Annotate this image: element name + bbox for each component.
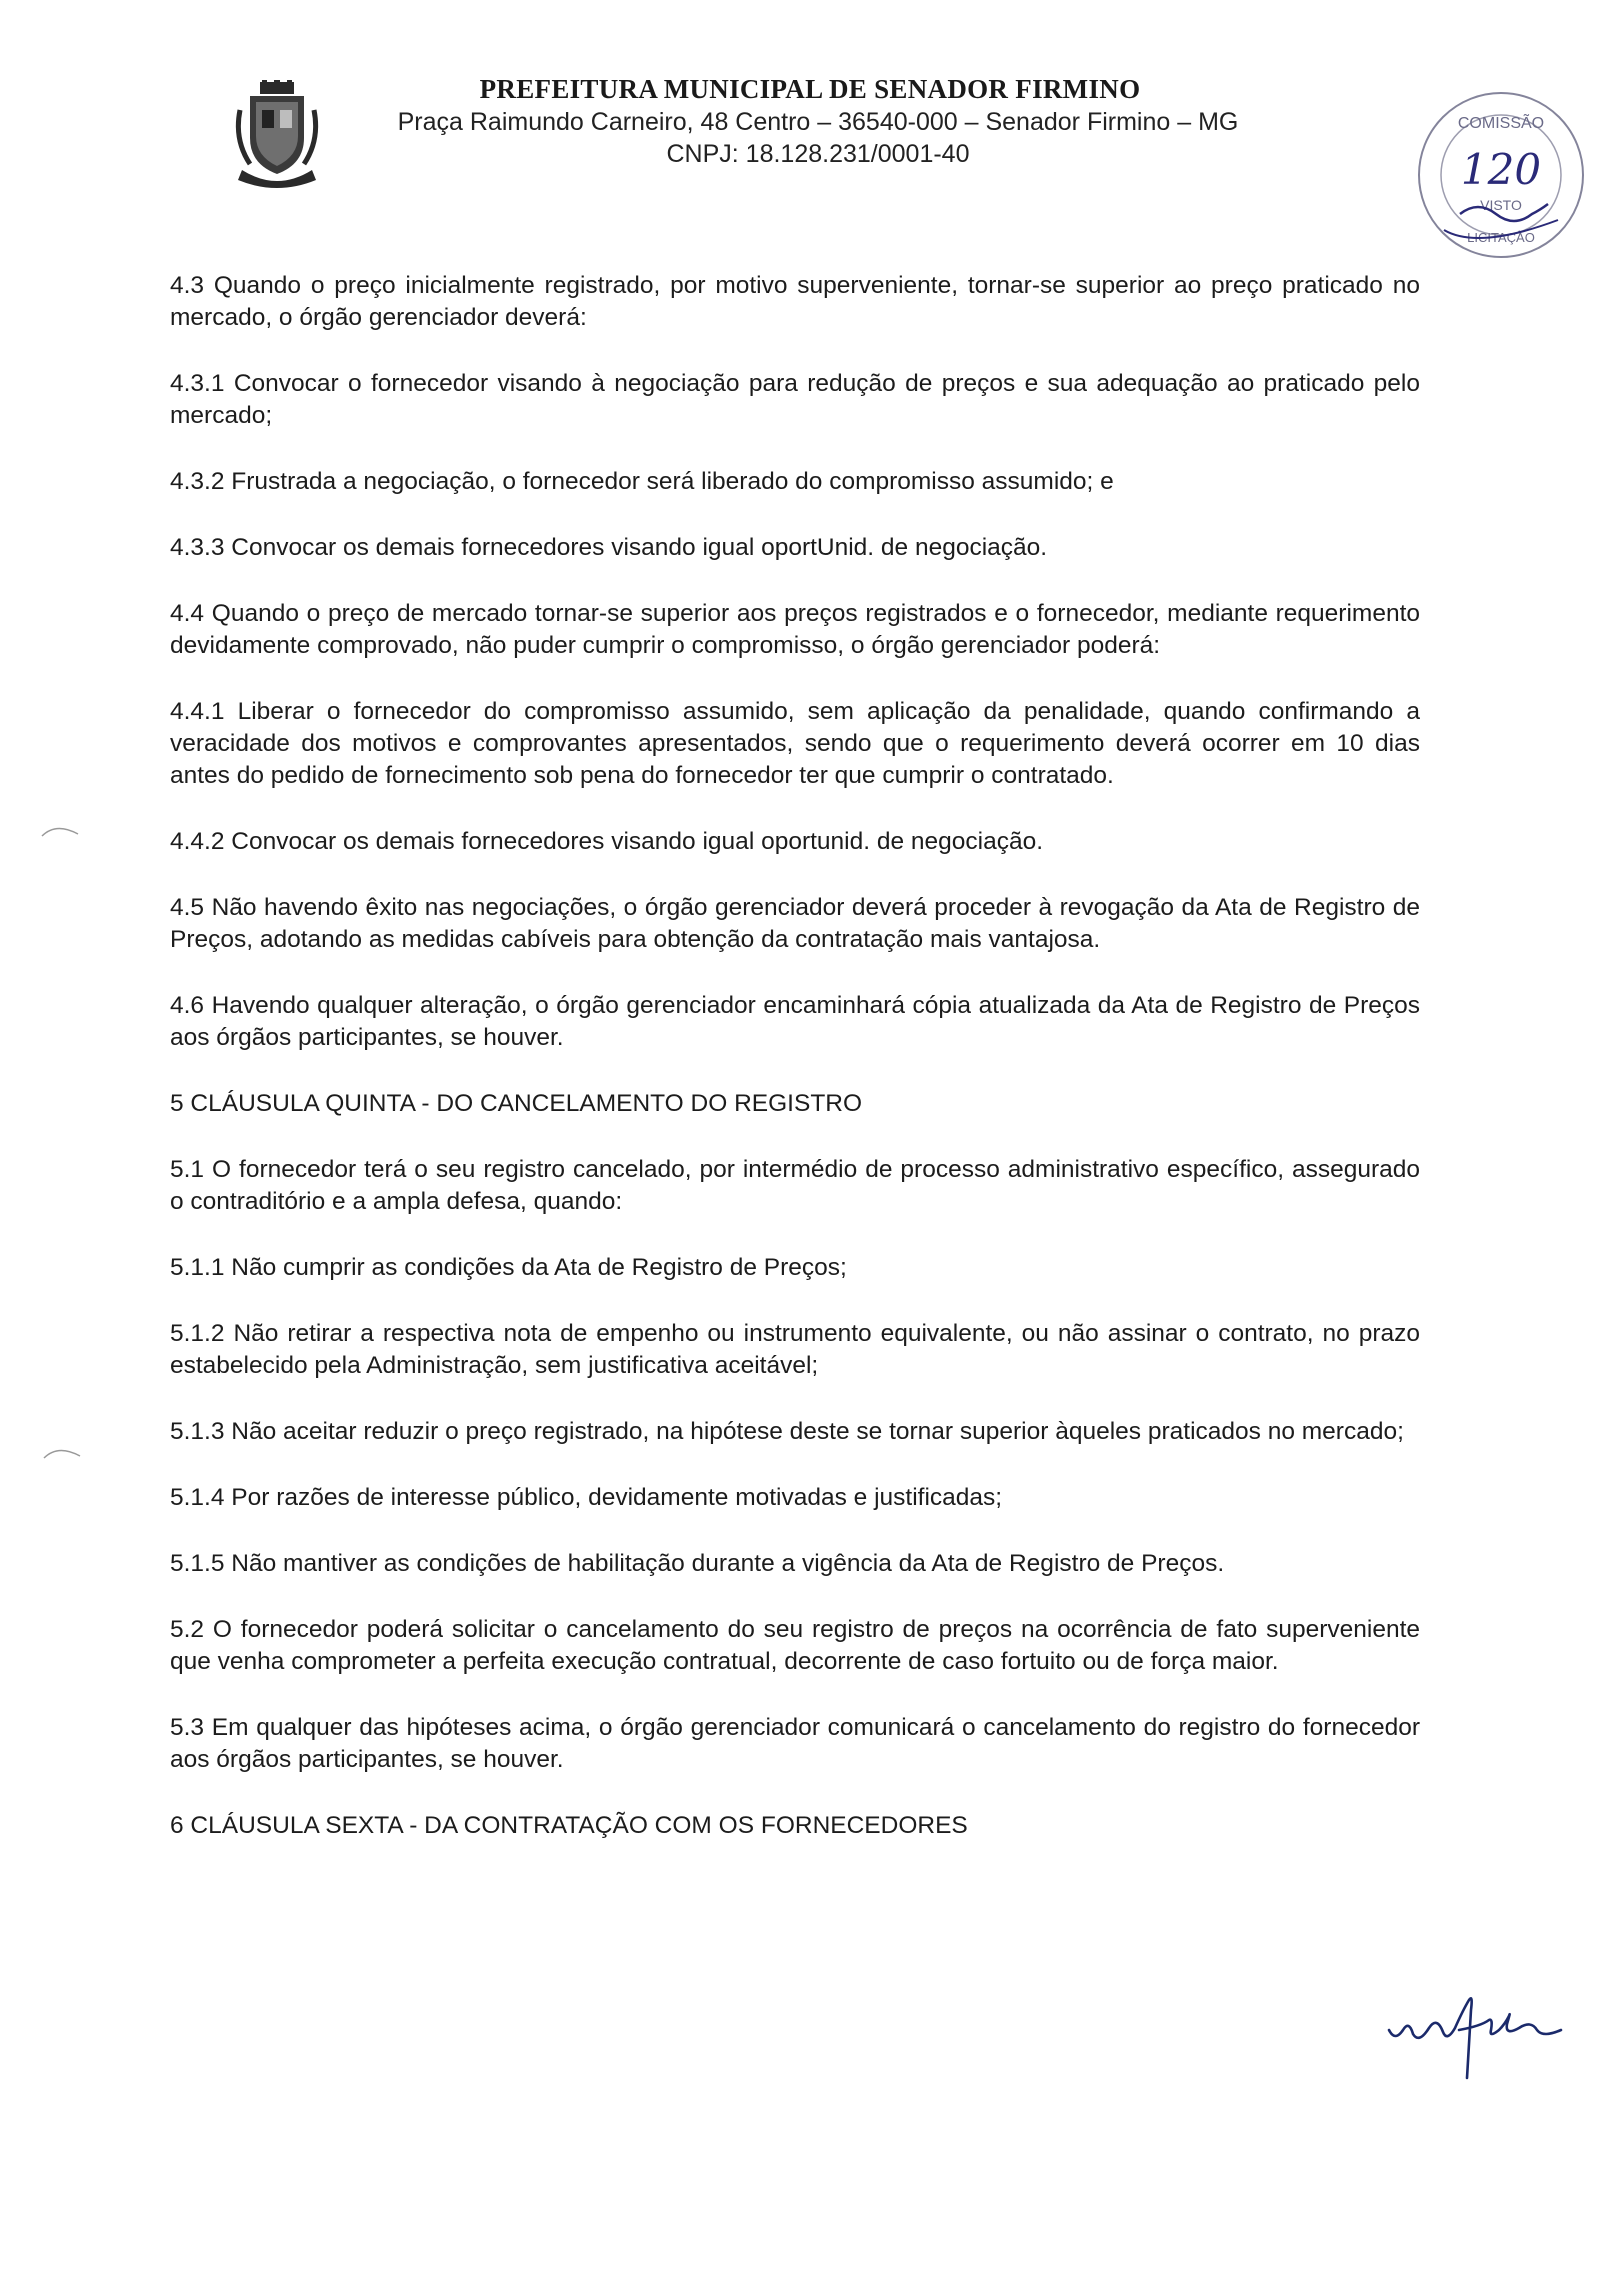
clause-5-heading: 5 CLÁUSULA QUINTA - DO CANCELAMENTO DO REGISTRO [170, 1090, 863, 1117]
stamp-bottom-text: LICITAÇÃO [1467, 230, 1535, 245]
paragraph-4-4-2: 4.4.2 Convocar os demais fornecedores visando igual oportunid. de negociação. [170, 828, 1044, 855]
paragraph-5-2: 5.2 O fornecedor poderá solicitar o cancelamento do seu registro de preços na ocorrência de fato superveniente que venha comprometer a perfeita execução contratual, decorrente de caso fortuito ou de força maior. [170, 1616, 1420, 1675]
scan-mark [42, 1442, 82, 1462]
document-body [170, 270, 1420, 1876]
municipality-cnpj: CNPJ: 18.128.231/0001-40 [666, 140, 970, 168]
paragraph-4-3-1: 4.3.1 Convocar o fornecedor visando à negociação para redução de preços e sua adequação ao praticado pelo mercado; [170, 370, 1420, 429]
paragraph-4-3-3: 4.3.3 Convocar os demais fornecedores visando igual oportUnid. de negociação. [170, 534, 1048, 561]
stamp-number: 120 [1460, 145, 1542, 194]
paragraph-5-1-2: 5.1.2 Não retirar a respectiva nota de empenho ou instrumento equivalente, ou não assinar o contrato, no prazo estabelecido pela Administração, sem justificativa aceitável; [170, 1320, 1420, 1379]
paragraph-5-1-1: 5.1.1 Não cumprir as condições da Ata de Registro de Preços; [170, 1254, 847, 1281]
paragraph-4-3-2: 4.3.2 Frustrada a negociação, o fornecedor será liberado do compromisso assumido; e [170, 468, 1114, 495]
paragraph-5-1: 5.1 O fornecedor terá o seu registro cancelado, por intermédio de processo administrativo específico, assegurado o contraditório e a ampla defesa, quando: [170, 1156, 1420, 1215]
municipality-title: PREFEITURA MUNICIPAL DE SENADOR FIRMINO [479, 74, 1141, 104]
paragraph-4-6: 4.6 Havendo qualquer alteração, o órgão gerenciador encaminhará cópia atualizada da Ata de Registro de Preços aos órgãos participantes, se houver. [170, 992, 1420, 1051]
handwritten-initials-icon [1385, 1990, 1565, 2080]
scan-mark [40, 820, 80, 840]
stamp-top-text: COMISSÃO [1457, 115, 1545, 132]
paragraph-4-4: 4.4 Quando o preço de mercado tornar-se superior aos preços registrados e o fornecedor, mediante requerimento devidamente comprovado, não puder cumprir o compromisso, o órgão gerenciador poderá: [170, 600, 1420, 659]
commission-stamp [1408, 82, 1594, 268]
paragraph-4-4-1: 4.4.1 Liberar o fornecedor do compromisso assumido, sem aplicação da penalidade, quando confirmando a veracidade dos motivos e comprovantes apresentados, sendo que o requerimento deverá ocorrer em 10 dias antes do pedido de fornecimento sob pena do fornecedor ter que cumprir o contratado. [170, 698, 1420, 789]
paragraph-5-1-4: 5.1.4 Por razões de interesse público, devidamente motivadas e justificadas; [170, 1484, 1003, 1511]
paragraph-5-1-3: 5.1.3 Não aceitar reduzir o preço registrado, na hipótese deste se tornar superior àqueles praticados no mercado; [170, 1418, 1404, 1445]
stamp-mid-text: VISTO [1480, 197, 1522, 213]
paragraph-4-5: 4.5 Não havendo êxito nas negociações, o órgão gerenciador deverá proceder à revogação da Ata de Registro de Preços, adotando as medidas cabíveis para obtenção da contratação mais vantajosa. [170, 894, 1420, 953]
clause-6-heading: 6 CLÁUSULA SEXTA - DA CONTRATAÇÃO COM OS FORNECEDORES [170, 1812, 968, 1839]
municipality-address: Praça Raimundo Carneiro, 48 Centro – 36540-000 – Senador Firmino – MG [397, 108, 1239, 136]
paragraph-4-3: 4.3 Quando o preço inicialmente registrado, por motivo superveniente, tornar-se superior ao preço praticado no mercado, o órgão gerenciador deverá: [170, 272, 1420, 331]
page-header [0, 60, 1600, 245]
paragraph-5-1-5: 5.1.5 Não mantiver as condições de habilitação durante a vigência da Ata de Registro de Preços. [170, 1550, 1225, 1577]
header-text-block [0, 72, 1600, 170]
paragraph-5-3: 5.3 Em qualquer das hipóteses acima, o órgão gerenciador comunicará o cancelamento do registro do fornecedor aos órgãos participantes, se houver. [170, 1714, 1420, 1773]
